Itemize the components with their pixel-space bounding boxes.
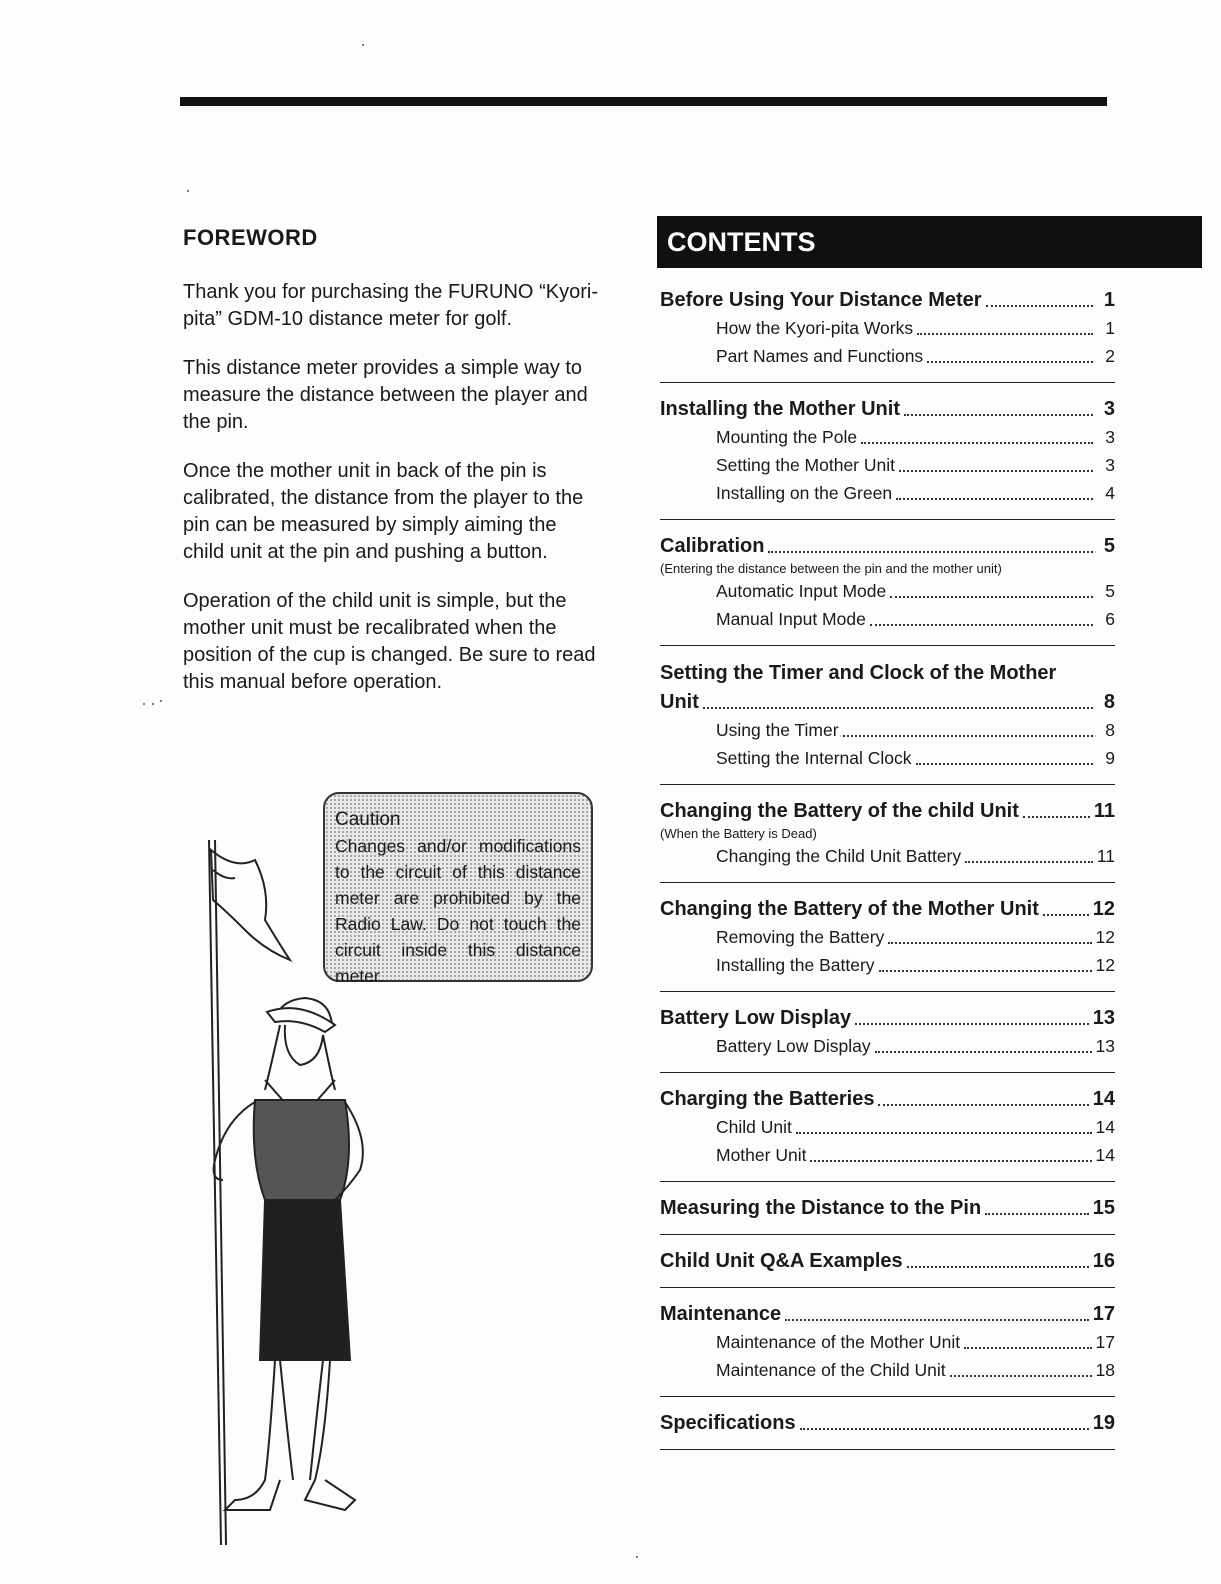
scan-speck xyxy=(143,703,145,705)
toc-section xyxy=(660,1194,1115,1235)
toc-section xyxy=(660,1409,1115,1450)
toc-subentry[interactable]: Automatic Input Mode 5 xyxy=(716,581,1115,601)
top-rule xyxy=(180,97,1107,106)
foreword-paragraph: Operation of the child unit is simple, but the mother unit must be recalibrated when the position of the cup is changed. Be sure to read this manual before operation. xyxy=(183,590,596,693)
flag-icon xyxy=(211,850,290,960)
foreword-paragraph: Thank you for purchasing the FURUNO “Kyori-pita” GDM-10 distance meter for golf. xyxy=(183,281,598,330)
scan-speck xyxy=(160,700,162,702)
toc-section xyxy=(660,286,1115,383)
toc-subentry[interactable]: Changing the Child Unit Battery 11 xyxy=(716,846,1115,866)
scan-speck xyxy=(152,703,154,705)
toc-subentry[interactable]: Battery Low Display 13 xyxy=(716,1036,1115,1056)
toc-section xyxy=(660,895,1115,992)
toc-subentry[interactable]: Setting the Internal Clock 9 xyxy=(716,748,1115,768)
toc-subentry[interactable]: Manual Input Mode 6 xyxy=(716,609,1115,629)
scan-speck xyxy=(187,190,189,192)
toc-entry[interactable]: Specifications 19 xyxy=(660,1412,1115,1434)
toc-subentry[interactable]: How the Kyori-pita Works 1 xyxy=(716,318,1115,338)
toc-entry[interactable]: Before Using Your Distance Meter 1 xyxy=(660,289,1115,311)
toc-entry[interactable]: Changing the Battery of the Mother Unit 12 xyxy=(660,898,1115,920)
toc-subentry[interactable]: Child Unit 14 xyxy=(716,1117,1115,1137)
scan-speck xyxy=(362,44,364,46)
golfer-illustration xyxy=(195,840,395,1550)
toc-subentry[interactable]: Installing the Battery 12 xyxy=(716,955,1115,975)
contents-header: CONTENTS xyxy=(657,216,1202,268)
toc-entry[interactable]: Charging the Batteries 14 xyxy=(660,1088,1115,1110)
toc-section xyxy=(660,1247,1115,1288)
foreword-paragraph: This distance meter provides a simple way to measure the distance between the player and the pin. xyxy=(183,357,588,433)
table-of-contents xyxy=(660,286,1115,1462)
toc-section xyxy=(660,1300,1115,1397)
toc-entry[interactable]: Measuring the Distance to the Pin 15 xyxy=(660,1197,1115,1219)
caution-text: Changes and/or modifications to the circuit of this distance meter are prohibited by the Radio Law. Do not touch the circuit inside this distance meter. xyxy=(335,836,581,986)
toc-entry[interactable]: Child Unit Q&A Examples 16 xyxy=(660,1250,1115,1272)
toc-section xyxy=(660,1085,1115,1182)
toc-subentry[interactable]: Mother Unit 14 xyxy=(716,1145,1115,1165)
toc-entry[interactable]: Unit 8 xyxy=(660,691,1115,713)
toc-note: (Entering the distance between the pin and the mother unit) xyxy=(660,561,1002,576)
toc-entry-line[interactable]: Setting the Timer and Clock of the Mother xyxy=(660,662,1057,684)
toc-section xyxy=(660,532,1115,646)
toc-entry[interactable]: Maintenance 17 xyxy=(660,1303,1115,1325)
toc-subentry[interactable]: Using the Timer 8 xyxy=(716,720,1115,740)
toc-subentry[interactable]: Removing the Battery 12 xyxy=(716,927,1115,947)
toc-subentry[interactable]: Installing on the Green 4 xyxy=(716,483,1115,503)
caution-title: Caution xyxy=(335,809,401,830)
toc-subentry[interactable]: Maintenance of the Mother Unit 17 xyxy=(716,1332,1115,1352)
toc-entry[interactable]: Battery Low Display 13 xyxy=(660,1007,1115,1029)
toc-subentry[interactable]: Setting the Mother Unit 3 xyxy=(716,455,1115,475)
foreword-section xyxy=(183,225,598,718)
toc-entry[interactable]: Calibration 5 xyxy=(660,535,1115,557)
toc-note: (When the Battery is Dead) xyxy=(660,826,817,841)
toc-subentry[interactable]: Mounting the Pole 3 xyxy=(716,427,1115,447)
foreword-paragraph: Once the mother unit in back of the pin is calibrated, the distance from the player to the pin can be measured by simply aiming the child unit at the pin and pushing a button. xyxy=(183,460,584,563)
toc-section xyxy=(660,395,1115,520)
flag-pole xyxy=(209,840,221,1545)
toc-subentry[interactable]: Maintenance of the Child Unit 18 xyxy=(716,1360,1115,1380)
toc-entry[interactable]: Installing the Mother Unit 3 xyxy=(660,398,1115,420)
toc-entry[interactable]: Changing the Battery of the child Unit 11 xyxy=(660,800,1115,822)
toc-section xyxy=(660,1004,1115,1073)
foreword-title: FOREWORD xyxy=(183,225,318,250)
scan-speck xyxy=(636,1556,638,1558)
toc-section xyxy=(660,797,1115,883)
toc-subentry[interactable]: Part Names and Functions 2 xyxy=(716,346,1115,366)
toc-section xyxy=(660,658,1115,785)
